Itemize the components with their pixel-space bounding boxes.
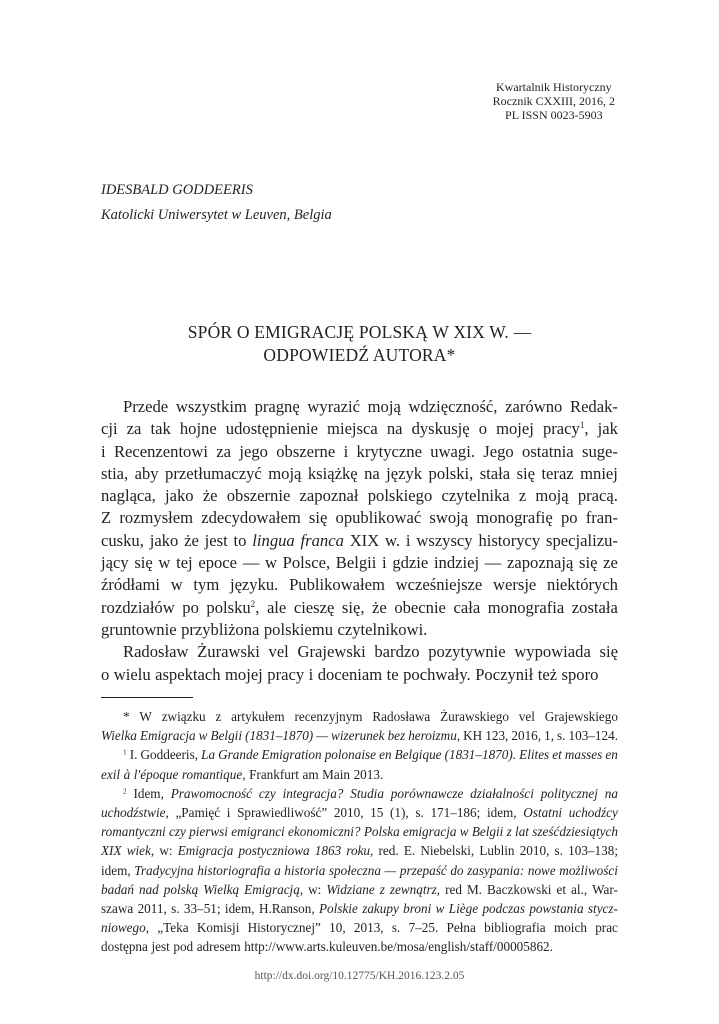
body-line: Przede wszystkim pragnę wyrazić moją wdzięczność, zarówno Redak- (123, 397, 618, 416)
article-body (101, 396, 618, 686)
body-line: stia, aby przetłumaczyć moją książkę na język polski, stała się teraz mniej (101, 463, 618, 483)
body-line: Radosław Żurawski vel Grajewski bardzo pozytywnie wypowiada się (123, 642, 618, 662)
footnote-line: niowego, „Teka Komisji Historycznej” 10, 2013, s. 7–25. Pełna bibliografia moich prac (101, 920, 618, 936)
title-line-2: ODPOWIEDŹ AUTORA* (263, 345, 456, 365)
body-line: o wielu aspektach mojej pracy i doceniam te pochwały. Poczynił też sporo (101, 664, 599, 684)
journal-volume: Rocznik CXXIII, 2016, 2 (492, 94, 615, 108)
footnote-line: $^2$ Idem, Prawomocność czy integracja? Studia porównawcze działalności politycznej na (123, 785, 618, 801)
footnote-line: $^1$ I. Goddeeris, La Grande Emigration polonaise en Belgique (1831–1870). Elites et masses en (123, 747, 618, 763)
footnote-line: exil à l'époque romantique, Frankfurt am Main 2013. (101, 766, 384, 782)
author-affiliation: Katolicki Uniwersytet w Leuven, Belgia (101, 207, 332, 223)
footnotes (101, 707, 618, 956)
author-name: IDESBALD GODDEERIS (101, 182, 253, 198)
body-line: cusku, jako że jest to lingua franca XIX w. i wszyscy historycy specjalizu- (101, 530, 618, 550)
footnote-line: XIX wiek, w: Emigracja postyczniowa 1863 roku, red. E. Niebelski, Lublin 2010, s. 103–138; (101, 843, 618, 859)
footnote-line: Wielka Emigracja w Belgii (1831–1870) — wizerunek bez heroizmu, KH 123, 2016, 1, s. 103–124. (101, 728, 618, 744)
title-line-1: SPÓR O EMIGRACJĘ POLSKĄ W XIX W. — (187, 322, 532, 342)
author-block (101, 178, 332, 228)
doi-link[interactable]: http://dx.doi.org/10.12775/KH.2016.123.2.05 (254, 970, 465, 982)
body-line: i Recenzentowi za jego obszerne i krytyczne uwagi. Jego ostatnia suge- (101, 441, 618, 461)
body-line: Z rozmysłem zdecydowałem się opublikować swoją monografię po fran- (101, 508, 618, 528)
footnote-divider (101, 697, 193, 698)
article-title (101, 321, 618, 367)
body-line: jący się w tej epoce — w Polsce, Belgii i gdzie indziej — zapoznają się ze (101, 553, 618, 573)
body-line: nagląca, jako że obszernie zapoznał polskiego czytelnika z moją pracą. (101, 486, 618, 506)
footnote-line: idem, Tradycyjna historiografia a historia społeczna — przepaść do zasypania: nowe możliwości (101, 862, 618, 878)
footnote-line: badań nad polską Wielką Emigracją, w: Widziane z zewnątrz, red M. Baczkowski et al., War- (101, 881, 618, 897)
journal-name: Kwartalnik Historyczny (496, 80, 612, 94)
journal-header (493, 80, 615, 122)
body-line: źródłami w tym języku. Publikowałem wcześniejsze wersje niektórych (101, 575, 618, 595)
body-line: cji za tak hojne udostępnienie miejsca na dyskusję o mojej pracy$^1$, jak (101, 419, 618, 439)
footnote-line: romantyczni czy pierwsi emigranci ekonomiczni? Polska emigracja w Belgii z lat sześćdziesiątych (101, 824, 618, 840)
body-line: rozdziałów po polsku$^2$, ale cieszę się, że obecnie cała monografia została (101, 597, 618, 617)
journal-issn: PL ISSN 0023-5903 (505, 108, 603, 122)
footnote-line: dostępna jest pod adresem http://www.arts.kuleuven.be/mosa/english/staff/00005862. (101, 939, 553, 955)
footnote-line: uchodźstwie, „Pamięć i Sprawiedliwość” 2010, 15 (1), s. 171–186; idem, Ostatni uchodźcy (101, 804, 618, 820)
footnote-line: * W związku z artykułem recenzyjnym Radosława Żurawskiego vel Grajewskiego (123, 709, 618, 724)
body-line: gruntownie przybliżona polskiemu czytelnikowi. (101, 619, 428, 639)
footnote-line: szawa 2011, s. 33–51; idem, H.Ranson, Polskie zakupy broni w Liège podczas powstania stycz- (101, 900, 618, 916)
